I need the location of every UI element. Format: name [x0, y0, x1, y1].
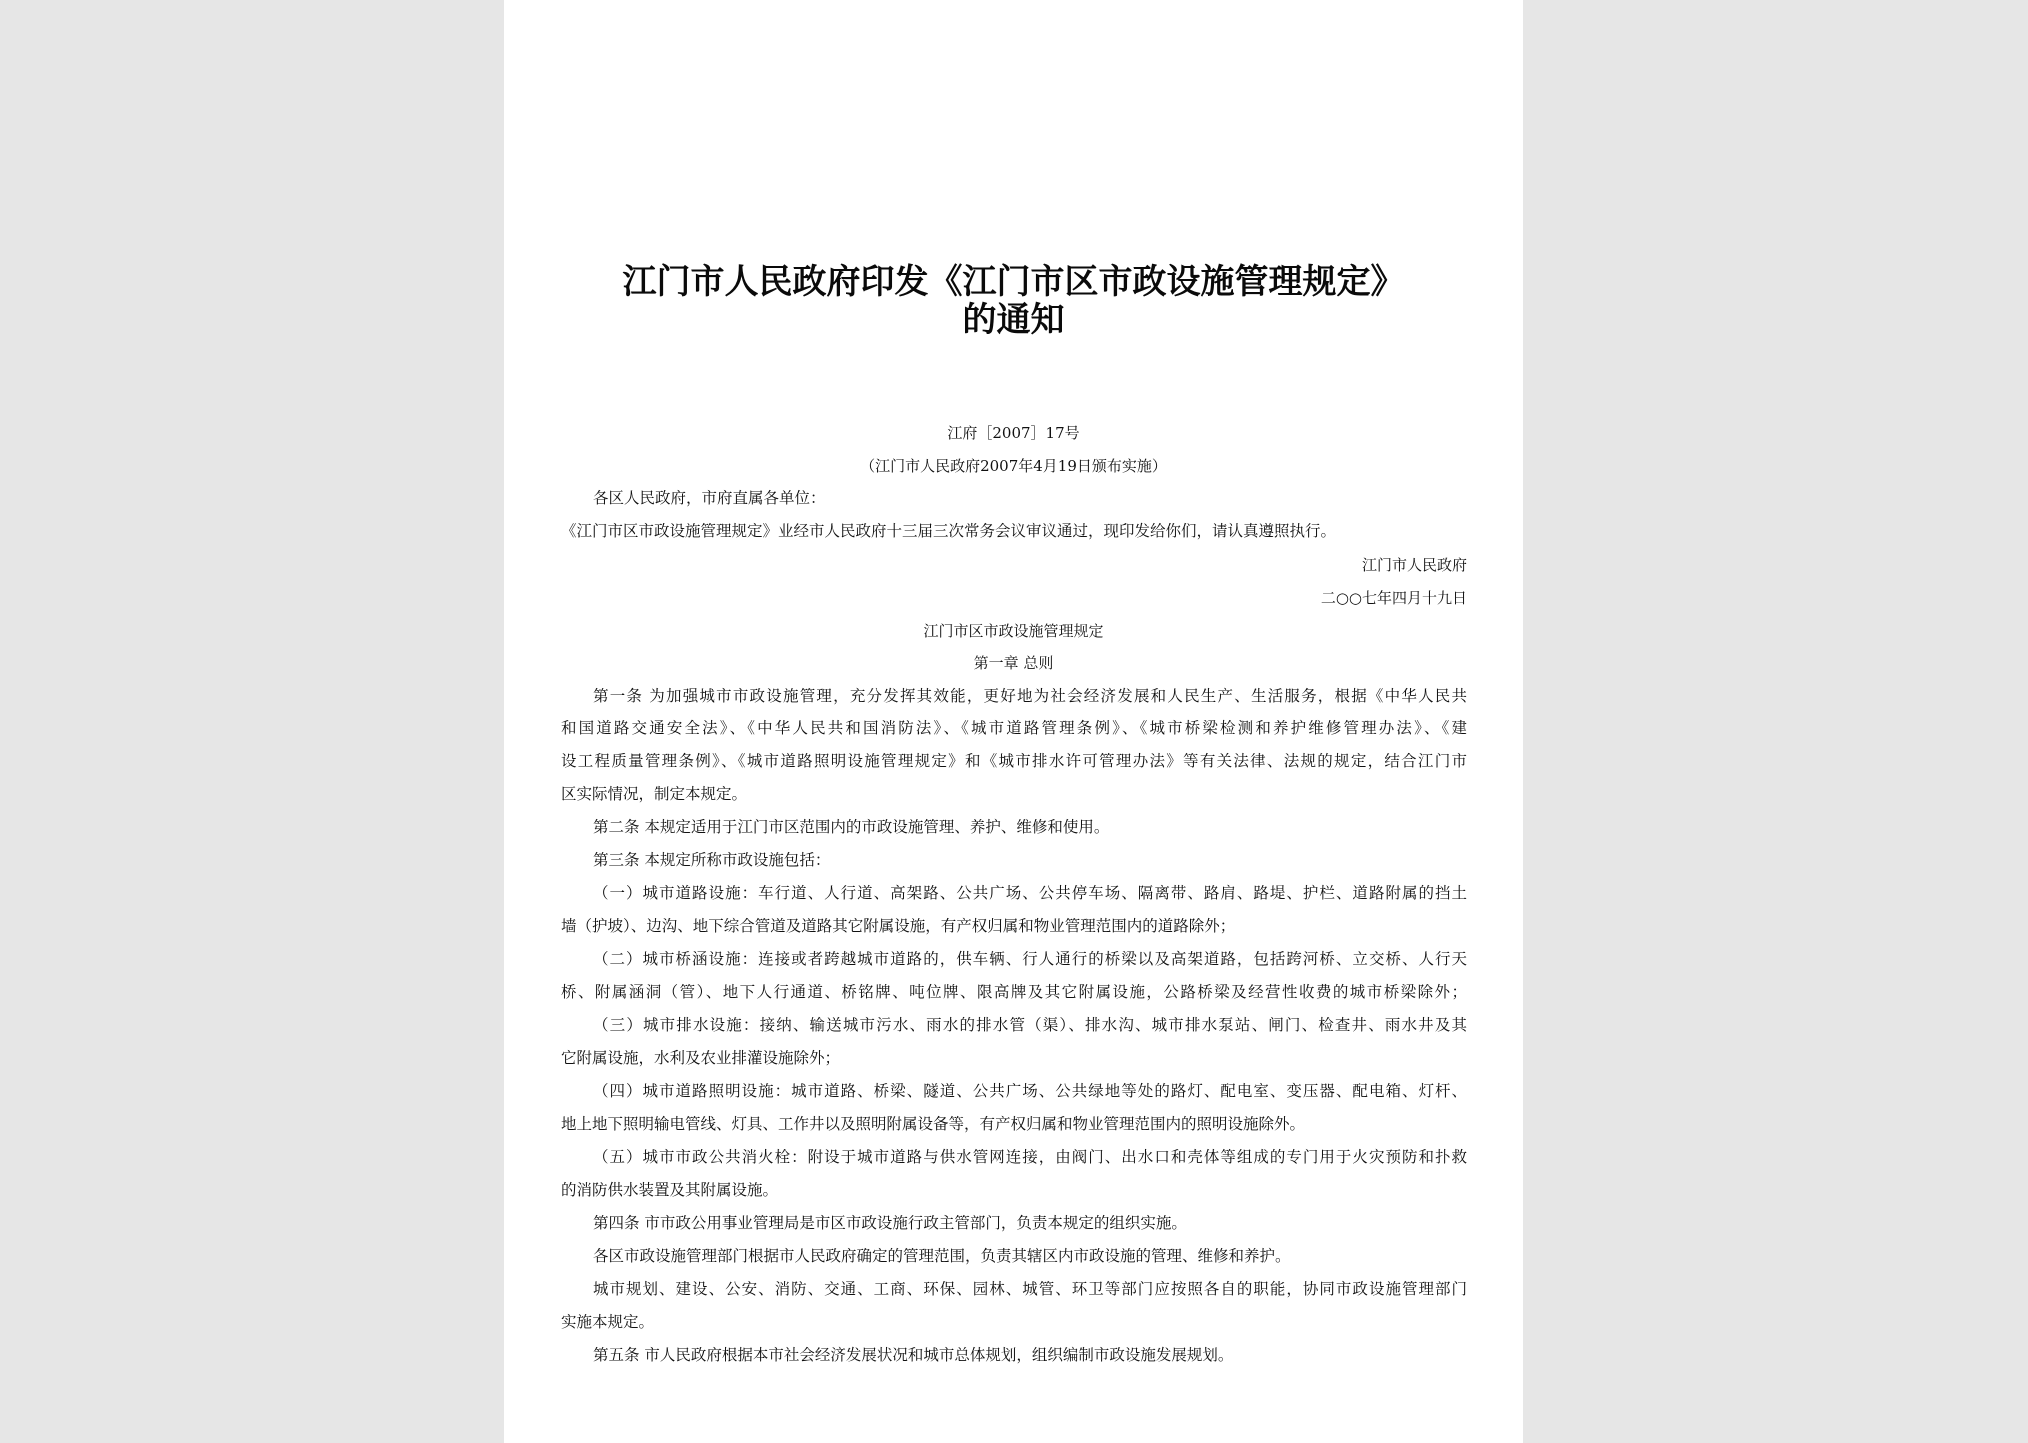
salutation: 各区人民政府，市府直属各单位：	[593, 489, 826, 507]
document-page	[504, 0, 1523, 1443]
body-line: 桥、附属涵洞（管）、地下人行通道、桥铭牌、吨位牌、限高牌及其它附属设施，公路桥梁及经营性收费的城市桥梁除外；	[561, 983, 1467, 1001]
body-line: （五）城市市政公共消火栓：附设于城市道路与供水管网连接，由阀门、出水口和壳体等组成的专门用于火灾预防和扑救	[593, 1148, 1467, 1166]
body-line: 它附属设施，水利及农业排灌设施除外；	[561, 1049, 841, 1067]
body-line: 第一条 为加强城市市政设施管理，充分发挥其效能，更好地为社会经济发展和人民生产、生活服务，根据《中华人民共	[593, 687, 1467, 705]
body-line: 的消防供水装置及其附属设施。	[561, 1181, 779, 1199]
body-line: 第二条 本规定适用于江门市区范围内的市政设施管理、养护、维修和使用。	[593, 818, 1110, 836]
document-number: 江府［2007］17号	[947, 424, 1080, 442]
body-line: （一）城市道路设施：车行道、人行道、高架路、公共广场、公共停车场、隔离带、路肩、路堤、护栏、道路附属的挡土	[593, 884, 1467, 902]
body-line: 第四条 市市政公用事业管理局是市区市政设施行政主管部门，负责本规定的组织实施。	[593, 1214, 1187, 1232]
body-line: 墙（护坡）、边沟、地下综合管道及道路其它附属设施，有产权归属和物业管理范围内的道路除外；	[561, 917, 1236, 935]
body-line: 地上地下照明输电管线、灯具、工作井以及照明附属设备等，有产权归属和物业管理范围内的照明设施除外。	[561, 1115, 1306, 1133]
body-line: 区实际情况，制定本规定。	[561, 785, 748, 803]
body-line: 城市规划、建设、公安、消防、交通、工商、环保、园林、城管、环卫等部门应按照各自的职能，协同市政设施管理部门	[593, 1280, 1467, 1298]
document-title-line-1: 江门市人民政府印发《江门市区市政设施管理规定》	[622, 262, 1405, 302]
chapter-title: 第一章 总则	[973, 654, 1054, 672]
document-title-line-2: 的通知	[962, 300, 1065, 340]
body-line: 各区市政设施管理部门根据市人民政府确定的管理范围，负责其辖区内市政设施的管理、维修和养护。	[593, 1247, 1291, 1265]
body-line: 设工程质量管理条例》、《城市道路照明设施管理规定》和《城市排水许可管理办法》等有关法律、法规的规定，结合江门市	[561, 752, 1467, 770]
body-line: 第三条 本规定所称市政设施包括：	[593, 851, 831, 869]
issued-note: （江门市人民政府2007年4月19日颁布实施）	[860, 457, 1167, 475]
signature: 江门市人民政府	[1361, 556, 1467, 574]
body-line: 和国道路交通安全法》、《中华人民共和国消防法》、《城市道路管理条例》、《城市桥梁检测和养护维修管理办法》、《建	[561, 719, 1467, 737]
signature-date: 二○○七年四月十九日	[1320, 589, 1467, 607]
body-line: （三）城市排水设施：接纳、输送城市污水、雨水的排水管（渠）、排水沟、城市排水泵站、闸门、检查井、雨水井及其	[593, 1016, 1467, 1034]
body-line: （二）城市桥涵设施：连接或者跨越城市道路的，供车辆、行人通行的桥梁以及高架道路，包括跨河桥、立交桥、人行天	[593, 950, 1467, 968]
body-line: 第五条 市人民政府根据本市社会经济发展状况和城市总体规划，组织编制市政设施发展规划。	[593, 1346, 1234, 1364]
regulation-title: 江门市区市政设施管理规定	[923, 622, 1104, 640]
body-line: （四）城市道路照明设施：城市道路、桥梁、隧道、公共广场、公共绿地等处的路灯、配电室、变压器、配电箱、灯杆、	[593, 1082, 1467, 1100]
body-line: 实施本规定。	[561, 1313, 655, 1331]
notice-body: 《江门市区市政设施管理规定》业经市人民政府十三届三次常务会议审议通过，现印发给你们，请认真遵照执行。	[561, 522, 1337, 540]
